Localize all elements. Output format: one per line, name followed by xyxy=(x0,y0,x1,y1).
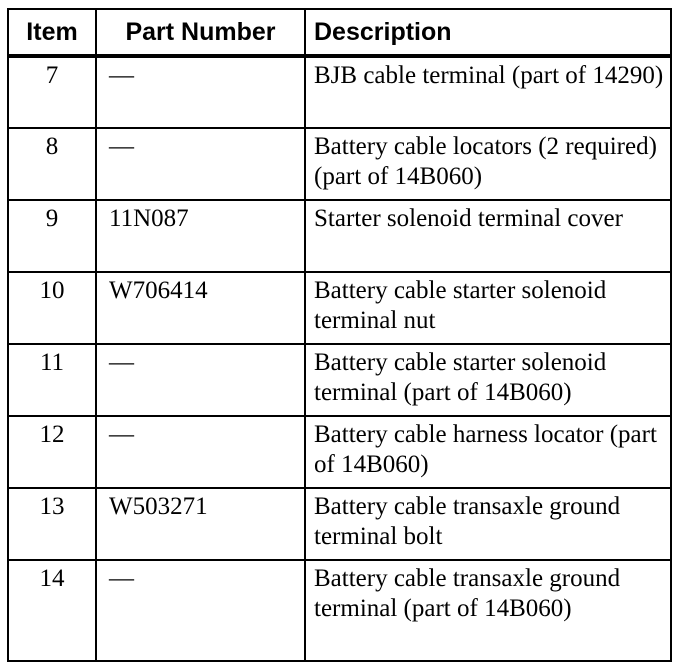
table-header xyxy=(8,9,671,56)
table-row xyxy=(8,416,671,488)
column-header-part-number: Part Number xyxy=(96,9,305,56)
table-row xyxy=(8,200,671,272)
part-description: Battery cable transaxle ground terminal (part of 14B060) xyxy=(305,560,671,661)
item-number: 8 xyxy=(8,128,96,200)
item-number: 7 xyxy=(8,56,96,128)
part-description: Battery cable starter solenoid terminal nut xyxy=(305,272,671,344)
part-description: Battery cable harness locator (part of 14B060) xyxy=(305,416,671,488)
item-number: 9 xyxy=(8,200,96,272)
item-number: 12 xyxy=(8,416,96,488)
part-description: Battery cable starter solenoid terminal (part of 14B060) xyxy=(305,344,671,416)
table-row xyxy=(8,560,671,661)
part-number: — xyxy=(96,344,305,416)
part-description: Battery cable locators (2 required) (part of 14B060) xyxy=(305,128,671,200)
part-description: Battery cable transaxle ground terminal bolt xyxy=(305,488,671,560)
item-number: 13 xyxy=(8,488,96,560)
part-description: BJB cable terminal (part of 14290) xyxy=(305,56,671,128)
item-number: 14 xyxy=(8,560,96,661)
parts-table xyxy=(7,8,672,662)
column-header-item: Item xyxy=(8,9,96,56)
part-number: — xyxy=(96,416,305,488)
item-number: 10 xyxy=(8,272,96,344)
column-header-description: Description xyxy=(305,9,671,56)
table-body xyxy=(8,56,671,661)
table-row xyxy=(8,56,671,128)
table-row xyxy=(8,272,671,344)
part-number: W503271 xyxy=(96,488,305,560)
part-number: 11N087 xyxy=(96,200,305,272)
part-number: — xyxy=(96,56,305,128)
part-number: — xyxy=(96,560,305,661)
table-row xyxy=(8,344,671,416)
part-number: W706414 xyxy=(96,272,305,344)
part-number: — xyxy=(96,128,305,200)
item-number: 11 xyxy=(8,344,96,416)
table-row xyxy=(8,128,671,200)
header-row xyxy=(8,9,671,56)
table-row xyxy=(8,488,671,560)
part-description: Starter solenoid terminal cover xyxy=(305,200,671,272)
